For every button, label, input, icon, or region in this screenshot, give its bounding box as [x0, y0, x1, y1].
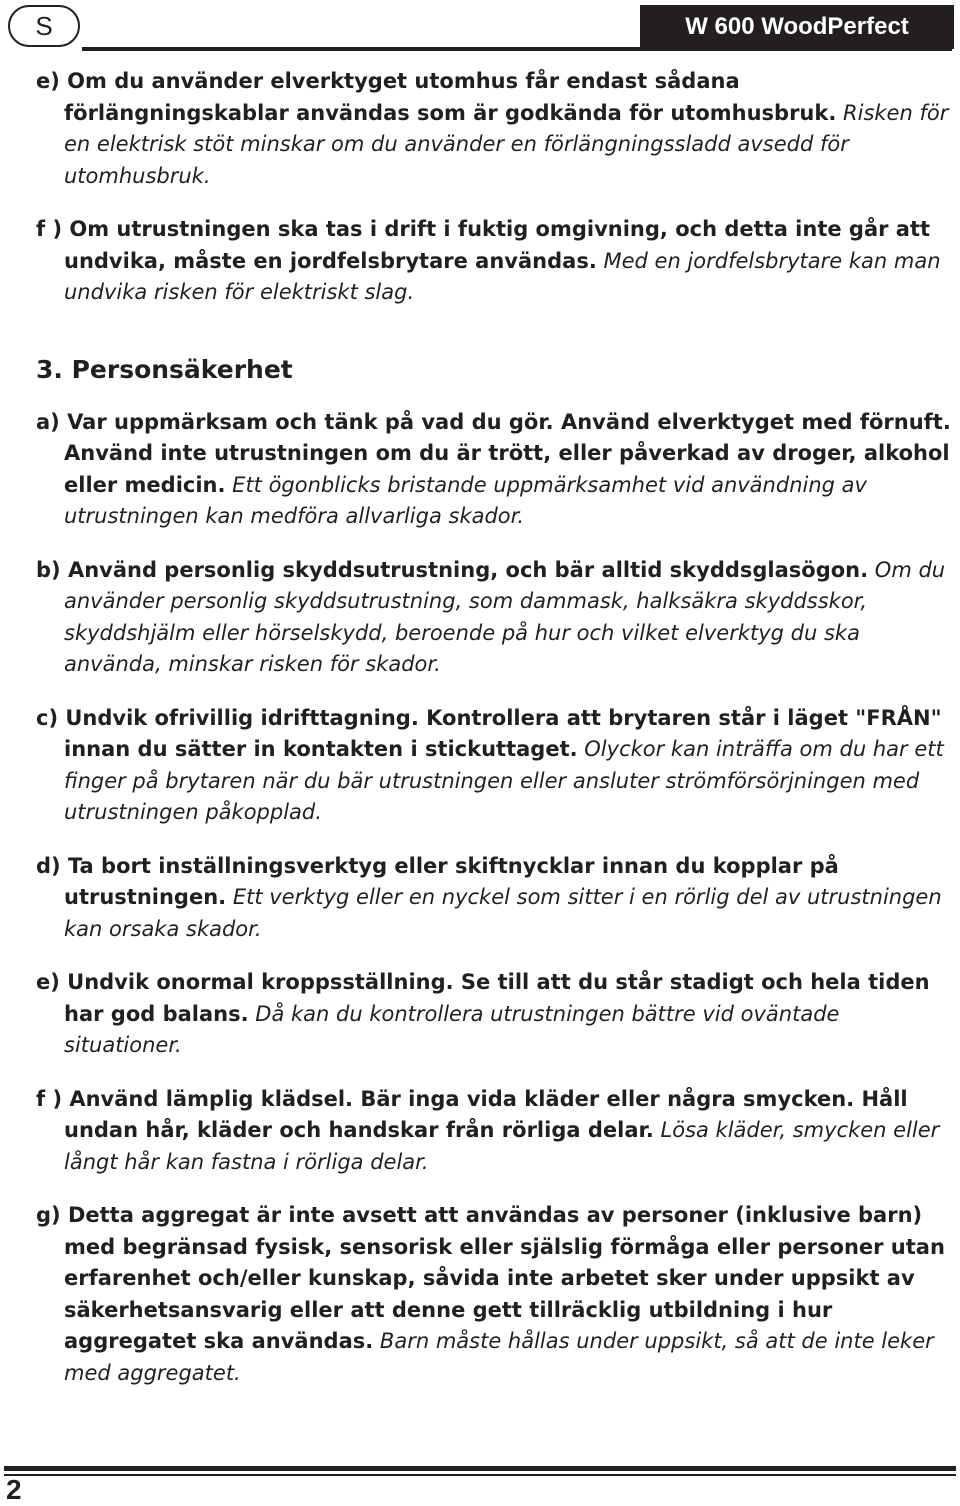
page-number: 2 [6, 1474, 22, 1505]
instruction-bold: a) Var uppmärksam och tänk på vad du gör. Använd elverktyget med förnuft. Använd inte utrustningen om du är trött, eller påverkad av droger, alkohol eller medicin. [36, 409, 951, 497]
instruction-a-attention [36, 407, 956, 533]
instruction-italic: Risken för en elektrisk stöt minskar om du använder en förlängningssladd avsedd för utomhusbruk. [64, 100, 949, 188]
instruction-bold: e) Om du använder elverktyget utomhus får endast sådana förlängningskablar användas som är godkända för utomhusbruk. [36, 69, 837, 125]
instruction-d-remove-tools [36, 851, 956, 946]
instruction-f-clothing [36, 1084, 956, 1179]
instruction-e-outdoor [36, 66, 956, 192]
instruction-italic: Om du använder personlig skyddsutrustning, som dammask, halksäkra skyddsskor, skyddshjälm eller hörselskydd, beroende på hur och vilket elverktyg du ska använda, minskar risken för skador. [64, 557, 946, 676]
instruction-bold: b) Använd personlig skyddsutrustning, och bär alltid skyddsglasögon. [36, 557, 869, 582]
instruction-f-moisture [36, 214, 956, 309]
instruction-bold: f ) Använd lämplig klädsel. Bär inga vida kläder eller några smycken. Håll undan hår, kläder och handskar från rörliga delar. [36, 1086, 908, 1142]
instruction-bold: c) Undvik ofrivillig idrifttagning. Kontrollera att brytaren står i läget "FRÅN" innan du sätter in kontakten i stickuttaget. [36, 705, 942, 761]
document-body [36, 66, 956, 1389]
page-header [4, 3, 958, 49]
section-heading: 3. Personsäkerhet [36, 354, 293, 384]
instruction-italic: Barn måste hållas under uppsikt, så att de inte leker med aggregatet. [64, 1329, 934, 1385]
instruction-italic: Olyckor kan inträffa om du har ett finger på brytaren när du bär utrustningen eller ansluter strömförsörjningen med utrustningen påkopplad. [64, 737, 944, 824]
instruction-bold: g) Detta aggregat är inte avsett att användas av personer (inklusive barn) med begränsad fysisk, sensorisk eller själslig förmåga eller personer utan erfarenhet och/eller kunskap, såvida inte arbetet sker under uppsikt av säkerhetsansvarig eller att denne gett tillräcklig utbildning i hur aggregatet ska användas. [36, 1203, 945, 1353]
instruction-b-protective-gear [36, 555, 956, 681]
instruction-e-posture [36, 967, 956, 1062]
footer-rule [4, 1466, 956, 1471]
instruction-italic: Med en jordfelsbrytare kan man undvika risken för elektriskt slag. [64, 248, 941, 304]
instruction-italic: Ett ögonblicks bristande uppmärksamhet vid användning av utrustningen kan medföra allvarliga skador. [64, 472, 867, 528]
product-title: W 600 WoodPerfect [640, 5, 954, 49]
footer-rule-thin [4, 1474, 956, 1476]
instruction-g-supervision [36, 1200, 956, 1389]
instruction-bold: f ) Om utrustningen ska tas i drift i fuktig omgivning, och detta inte går att undvika, måste en jordfelsbrytare användas. [36, 217, 931, 273]
instruction-italic: Då kan du kontrollera utrustningen bättre vid oväntade situationer. [64, 1001, 840, 1057]
instruction-italic: Ett verktyg eller en nyckel som sitter i en rörlig del av utrustningen kan orsaka skador. [64, 885, 942, 941]
instruction-bold: d) Ta bort inställningsverktyg eller skiftnycklar innan du kopplar på utrustningen. [36, 853, 839, 909]
instruction-c-startup [36, 703, 956, 829]
instruction-italic: Lösa kläder, smycken eller långt hår kan fastna i rörliga delar. [64, 1118, 940, 1174]
language-badge: S [8, 5, 80, 47]
instruction-bold: e) Undvik onormal kroppsställning. Se till att du står stadigt och hela tiden har god balans. [36, 970, 930, 1026]
